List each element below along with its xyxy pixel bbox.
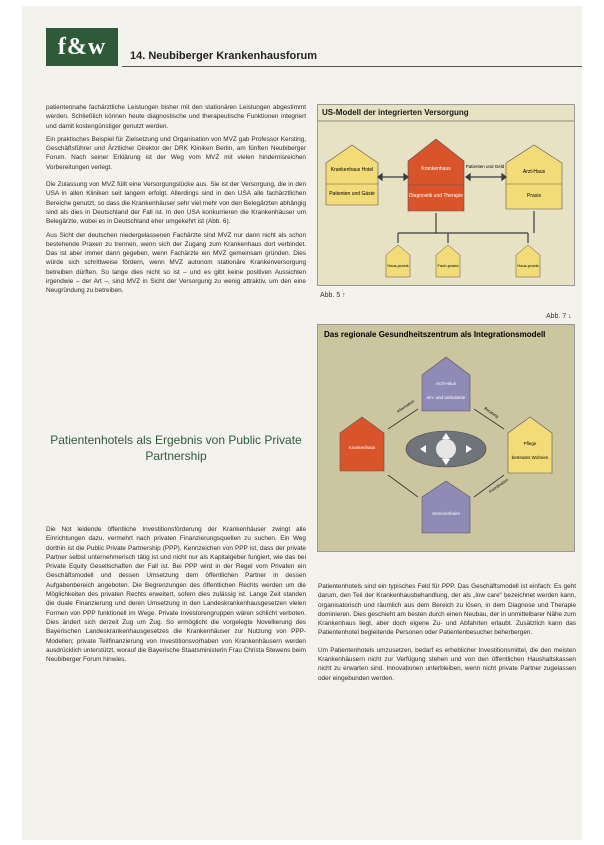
hotel-house — [326, 145, 378, 205]
house-label: Praxis — [527, 193, 541, 199]
paragraph: patientennahe fachärztliche Leistungen bisher mit den stationären Leistungen abgestimmt werden. Schließlich können heute diagnostische und therapeutische Funktionen integriert und damit kostengünstiger genutzt werden. — [46, 104, 306, 130]
us-model-diagram — [318, 105, 574, 285]
figure-us-model — [317, 104, 575, 286]
bottom-house — [422, 481, 470, 533]
figure-regional-center — [317, 324, 575, 552]
regional-center-diagram — [318, 325, 574, 551]
left-column-intro — [46, 103, 306, 300]
house-label: Arzt-Haus — [522, 169, 546, 175]
right-house — [508, 417, 552, 473]
small-house-2 — [436, 245, 460, 277]
svg-text:Seniorenheim: Seniorenheim — [432, 511, 460, 516]
figure-title: US-Modell der integrierten Versorgung — [322, 108, 469, 117]
page-header-title: 14. Neubiberger Krankenhausforum — [130, 50, 318, 62]
small-house-1 — [386, 245, 410, 277]
doctor-house — [506, 145, 562, 209]
small-house-3 — [516, 245, 540, 277]
figure-caption: Abb. 5 ↑ — [320, 292, 346, 299]
svg-text:Beratung: Beratung — [483, 405, 500, 419]
left-house — [340, 417, 384, 471]
publisher-logo: f&w — [46, 28, 118, 66]
house-label: Krankenhaus — [421, 166, 451, 172]
svg-text:Haus-praxis: Haus-praxis — [387, 263, 409, 268]
paragraph: Die Zulassung von MVZ füllt eine Versorgungslücke aus. Sie ist der Versorgung, die in den USA in allen Kliniken seit langem erfolgt. Allerdings sind in den USA alle fachärztlichen Bereiche genutzt, so dass die Krankenhäuser sehr viel mehr von den Belegärzten abhängig sind als dies in Deutschland der Fall ist. In den USA konkurrieren die Krankenhäuser um Belegärzte, wobei es in Deutschland eher umgekehrt ist (Abb. 6). — [46, 181, 306, 226]
svg-text:Fach-praxis: Fach-praxis — [437, 263, 459, 268]
paragraph: Die Not leidende öffentliche Investitionsförderung der Krankenhäuser zwingt alle Einrichtungen dazu, vermehrt nach privaten Finanzierungsquellen zu suchen. Ein Weg dorthin ist die Public Private Partnership (PPP). Kennzeichen von PPP ist, dass der private Partner selbst unternehmerisch tätig ist und nicht nur als Kapitalgeber fungiert, wie das bei Private Equity Gesellschaften der Fall ist. Bei PPP wird in der Regel vom Privaten ein Geschäftsmodell und dessen Umsetzung dem öffentlichen Partner in dessen Aufgabenbereich angeboten. Die Begrenzungen des öffentlichen Rechts werden um die Möglichkeiten des privaten Rechts erweitert, sofern dies zulässig ist. Lange Zeit standen die duale Finanzierung und deren Umsetzung in den Landeskrankenhausgesetzen vielen Formen von PPP funktionell im Wege. Private Investorengruppen wären schlicht verboten. Dies ändert sich derzeit Zug um Zug. So ermöglicht die vorgelegte Novellierung des Bayerischen Landeskrankenhausgesetzes die Krankenhäuser zur Nutzung von PPP-Modellen; private Teilfinanzierung von Investitionsvorhaben von Krankenhäusern werden ausdrücklich unterstützt, worauf die Bayerische Staatsministerin Frau Christa Stewens beim Neubiberger Forum hinwies. — [46, 526, 306, 664]
svg-text:Pflege: Pflege — [523, 441, 537, 446]
paragraph: Patientenhotels sind ein typisches Feld für PPP. Das Geschäftsmodell ist einfach: Es geht darum, den Teil der Krankenhausbehandlung, der als „low care“ bezeichnet werden kann, organisatorisch und räumlich aus dem Bereich zu lösen, in dem Diagnose und Therapie dominieren. Dies geschieht am besten durch einen Neubau, der in unmittelbarer Nähe zum Krankenhaus liegt, aber doch eigene Zu- und Abfahrten erlaubt. Zusätzlich kann das Patientenhotel begleitende Personen oder Patientenbesucher beherbergen. — [318, 583, 576, 637]
house-label: Patienten und Gäste — [329, 191, 375, 197]
paragraph: Um Patientenhotels umzusetzen, bedarf es erheblicher Investitionsmittel, die den meisten Krankenhäusern nicht zur Verfügung stehen und von den öffentlichen Haushaltskassen nicht zu erwarten sind. Innovationen unterbleiben, wenn nicht private Partner zugelassen oder eingebunden werden. — [318, 646, 576, 682]
center-hub — [406, 431, 486, 467]
svg-text:ein- und ambulante: ein- und ambulante — [426, 395, 466, 400]
svg-text:betreutes Wohnen: betreutes Wohnen — [511, 455, 549, 460]
figure-caption: Abb. 7 ↓ — [546, 313, 572, 320]
house-label: Diagnostik und Therapie — [408, 193, 464, 199]
arrow-label: Patienten und Geld — [465, 164, 505, 169]
hospital-house — [408, 139, 464, 211]
header-divider — [122, 66, 582, 67]
top-house — [422, 357, 470, 411]
svg-text:Arzt-Haus: Arzt-Haus — [435, 381, 457, 386]
left-column-body — [46, 525, 306, 668]
paragraph: Aus Sicht der deutschen niedergelassenen Fachärzte sind MVZ nur dann nicht als schon bestehende Praxen zu trennen, wenn sich der Zugang zum Krankenhaus dort verbindet. Das ist aber immer dann gegeben, wenn Fachärzte ein MVZ gemeinsam gründen. Dies würde sich schrittweise fördern, wenn MVZ autonom stationäre Krankenversorgung betreiben dürften. So lange dies nicht so ist – und es gibt keine positiven Aussichten irgendwie – der Art –, sind MVZ in Sicht der Versorgung zu wenig attraktiv, um den eine Neugründung zu betreiben. — [46, 231, 306, 295]
paragraph: Ein praktisches Beispiel für Zielsetzung und Organisation von MVZ gab Professor Kersting, Geschäftsführer und Ärztlicher Direktor der DRK Kliniken Berlin, am fünften Neubiberger Forum. Nach seiner Erklärung ist der Weg vom MVZ mit vielen hindernisreichen Vorbereitungen verlegt. — [46, 135, 306, 171]
figure-title: Das regionale Gesundheitszentrum als Integrationsmodell — [324, 330, 546, 339]
svg-text:Krankenhaus: Krankenhaus — [348, 445, 376, 450]
svg-text:Haus-praxis: Haus-praxis — [517, 263, 539, 268]
right-column-body — [318, 582, 576, 687]
svg-text:Koordination: Koordination — [487, 477, 510, 494]
section-heading: Patientenhotels als Ergebnis von Public Private Partnership — [50, 433, 302, 463]
svg-text:Information: Information — [395, 398, 416, 414]
house-label: Krankenhaus Hotel — [330, 167, 374, 173]
